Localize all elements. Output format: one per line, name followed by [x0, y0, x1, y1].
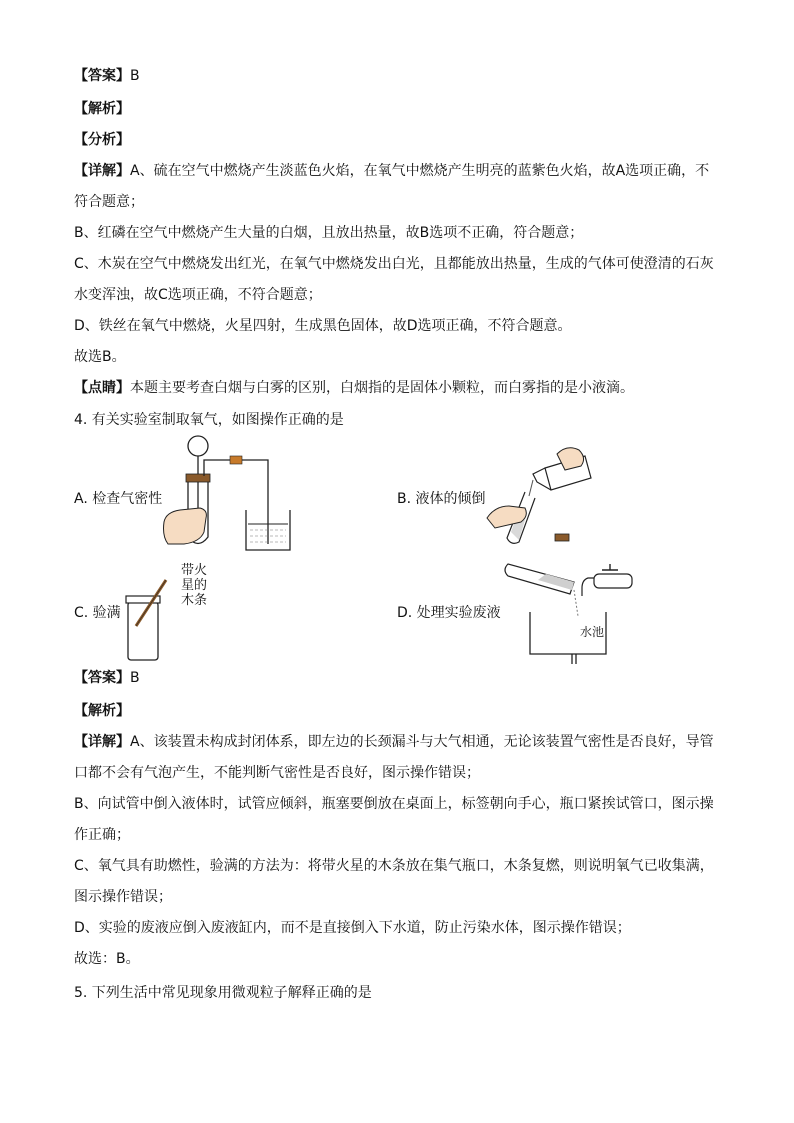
q4-detail-b-line1: B、向试管中倒入液体时，试管应倾斜，瓶塞要倒放在桌面上，标签朝向手心，瓶口紧挨试管口，图示操 [74, 796, 714, 812]
q4-detail-d: D、实验的废液应倒入废液缸内，而不是直接倒入下水道，防止污染水体，图示操作错误； [74, 920, 631, 936]
detail-text: A、硫在空气中燃烧产生淡蓝色火焰，在氧气中燃烧产生明亮的蓝紫色火焰，故A选项正确，不 [130, 163, 710, 179]
q4-detail-c-line1: C、氧气具有助燃性，验满的方法为：将带火星的木条放在集气瓶口，木条复燃，则说明氧气已收集满， [74, 858, 714, 874]
q3-detail-a-line2: 符合题意； [74, 194, 144, 210]
detail-tag: 【详解】 [74, 734, 130, 750]
splint-label-line1: 带火 [181, 563, 208, 578]
answer-tag: 【答案】 [74, 68, 130, 84]
pouring-liquid-figure [485, 440, 595, 550]
answer-value: B [130, 68, 140, 84]
option-d-label: D. 处理实验废液 [397, 605, 501, 621]
splint-label-line3: 木条 [181, 593, 208, 608]
option-b-label: B. 液体的倾倒 [397, 491, 486, 507]
dianjing-tag: 【点睛】 [74, 380, 130, 396]
option-a-label: A. 检查气密性 [74, 491, 163, 507]
q5-stem: 5. 下列生活中常见现象用微观粒子解释正确的是 [74, 985, 372, 1001]
analysis-tag: 【解析】 [74, 101, 130, 117]
q3-dianjing-line [74, 378, 634, 398]
airtightness-check-figure [160, 432, 295, 557]
answer-tag: 【答案】 [74, 670, 130, 686]
q4-answer-line [74, 668, 140, 688]
detail-tag: 【详解】 [74, 163, 130, 179]
q4-stem: 4. 有关实验室制取氧气，如图操作正确的是 [74, 412, 344, 428]
option-c-label: C. 验满 [74, 605, 121, 621]
q4-detail-a-line2: 口都不会有气泡产生，不能判断气密性是否良好，图示操作错误； [74, 765, 480, 781]
sink-label: 水池 [580, 625, 605, 639]
q3-answer-line [74, 66, 140, 86]
q4-detail-b-line2: 作正确； [74, 827, 130, 843]
gas-jar-figure [122, 576, 182, 662]
q3-detail-d: D、铁丝在氧气中燃烧，火星四射，生成黑色固体，故D选项正确，不符合题意。 [74, 318, 572, 334]
q4-detail-c-line2: 图示操作错误； [74, 889, 172, 905]
splint-label-line2: 星的 [181, 578, 208, 593]
q3-detail-c-line1: C、木炭在空气中燃烧发出红光，在氧气中燃烧发出白光，且都能放出热量，生成的气体可使澄清的石灰 [74, 256, 714, 272]
q3-choose: 故选B。 [74, 349, 126, 365]
splint-label [181, 563, 207, 608]
fenxi-tag: 【分析】 [74, 132, 130, 148]
q3-detail-a-line1 [74, 161, 709, 181]
q4-choose: 故选：B。 [74, 951, 140, 967]
dianjing-text: 本题主要考查白烟与白雾的区别，白烟指的是固体小颗粒，而白雾指的是小液滴。 [130, 380, 634, 396]
detail-text: A、该装置未构成封闭体系，即左边的长颈漏斗与大气相通，无论该装置气密性是否良好，导管 [130, 734, 714, 750]
q3-detail-c-line2: 水变浑浊，故C选项正确，不符合题意； [74, 287, 322, 303]
answer-value: B [130, 670, 140, 686]
q3-detail-b: B、红磷在空气中燃烧产生大量的白烟，且放出热量，故B选项不正确，符合题意； [74, 225, 584, 241]
q4-detail-a-line1 [74, 732, 714, 752]
analysis-tag: 【解析】 [74, 703, 130, 719]
waste-disposal-figure [498, 556, 638, 664]
